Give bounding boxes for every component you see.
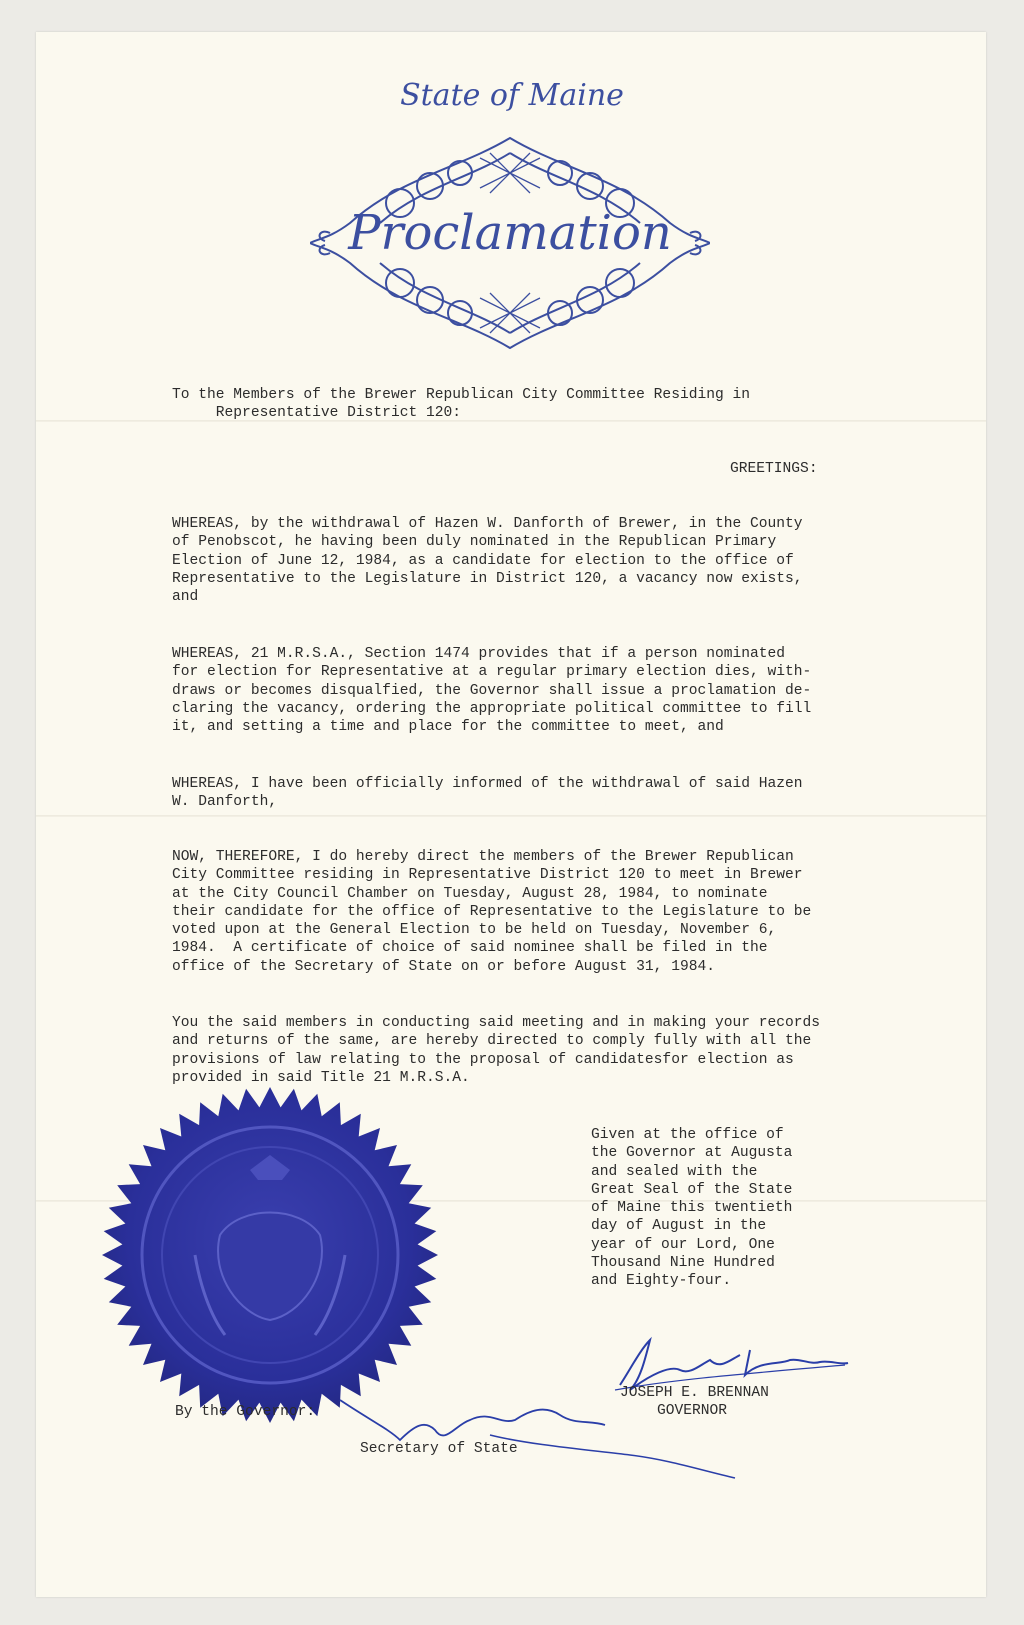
proclamation-title: Proclamation — [348, 205, 672, 261]
whereas-paragraph-3: WHEREAS, I have been officially informed of the withdrawal of said Hazen W. Danforth, — [172, 776, 803, 811]
state-of-maine-heading: State of Maine — [400, 78, 624, 113]
by-the-governor-line: By the Governor: — [175, 1404, 316, 1420]
secretary-of-state-title: Secretary of State — [360, 1441, 518, 1457]
address-line-1: To the Members of the Brewer Republican City Committee Residing in — [172, 387, 751, 403]
address-line-2: Representative District 120: — [172, 405, 462, 421]
governor-name: JOSEPH E. BRENNAN — [620, 1385, 769, 1401]
directive-paragraph: You the said members in conducting said meeting and in making your records and returns of the same, are hereby directed to comply fully with all the provisions of law relating to the proposal of candidatesfor election as provided in said Title 21 M.R.S.A. — [172, 1015, 821, 1086]
greeting: GREETINGS: — [730, 461, 818, 477]
secretary-signature — [330, 1380, 740, 1490]
great-seal-of-maine — [100, 1085, 440, 1425]
fold-line — [36, 815, 986, 817]
governor-title: GOVERNOR — [657, 1403, 728, 1419]
whereas-paragraph-2: WHEREAS, 21 M.R.S.A., Section 1474 provides that if a person nominated for election for Representative at a regular primary election dies, with- draws or becomes disqualfied, the Governor shall issue a proclamation de- claring the vacancy, ordering the appropriate political committee to fill it, and setting a time and place for the committee to meet, and — [172, 646, 812, 736]
given-clause: Given at the office of the Governor at Augusta and sealed with the Great Seal of the State of Maine this twentieth day of August in the year of our Lord, One Thousand Nine Hundred and Eighty-four. — [591, 1127, 793, 1290]
now-therefore-paragraph: NOW, THEREFORE, I do hereby direct the members of the Brewer Republican City Committee residing in Representative District 120 to meet in Brewer at the City Council Chamber on Tuesday, August 28, 1984, to nominate their candidate for the office of Representative to the Legislature to be voted upon at the General Election to be held on Tuesday, November 6, 1984. A certificate of choice of said nominee shall be filed in the office of the Secretary of State on or before August 31, 1984. — [172, 849, 812, 975]
whereas-paragraph-1: WHEREAS, by the withdrawal of Hazen W. Danforth of Brewer, in the County of Penobscot, he having been duly nominated in the Republican Primary Election of June 12, 1984, as a candidate for election to the office of Representative to the Legislature in District 120, a vacancy now exists, and — [172, 516, 803, 606]
